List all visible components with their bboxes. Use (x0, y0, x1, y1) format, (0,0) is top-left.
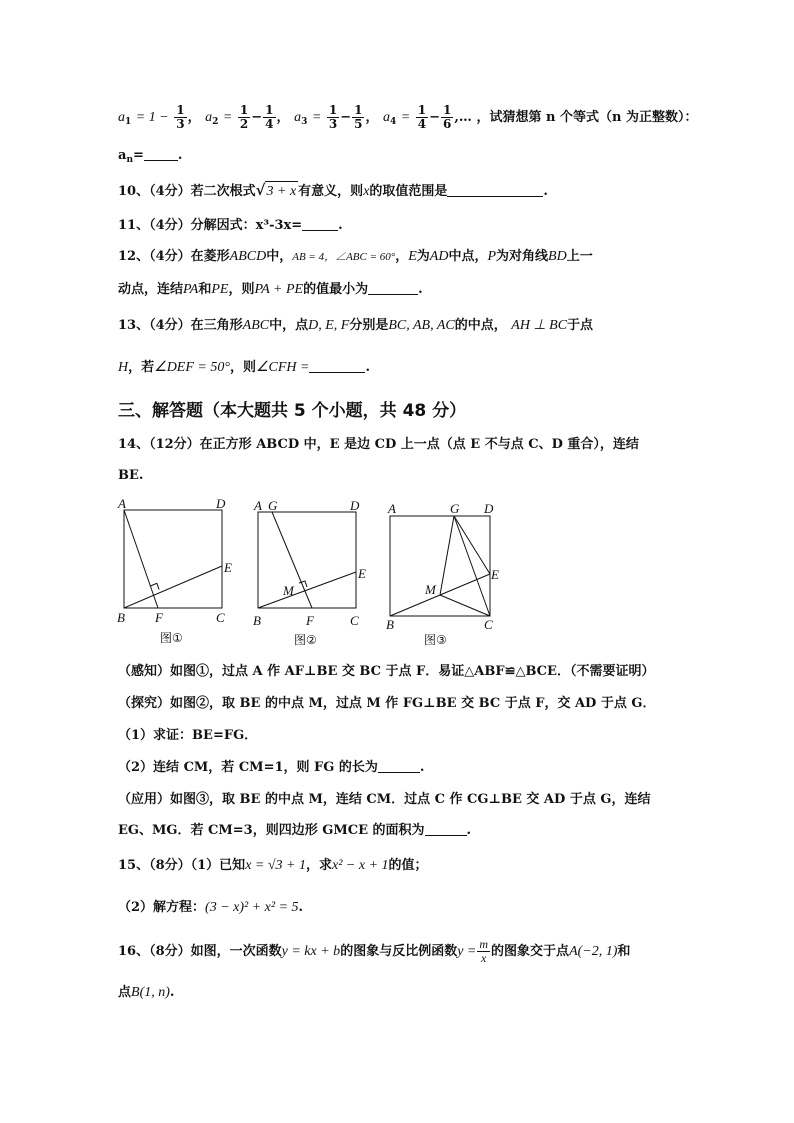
label-d: D (350, 498, 360, 513)
sqrt-sign: √ (255, 181, 266, 199)
q12-abcd: ABCD (229, 249, 267, 264)
question-15-line2 (118, 898, 303, 918)
q14-part2-end: . (419, 760, 425, 775)
a2-frac1 (238, 104, 250, 131)
frac-den: 4 (265, 117, 274, 131)
q13-end: . (365, 360, 370, 375)
question-14-line2: BE. (118, 468, 144, 483)
frac-den: 3 (328, 117, 338, 131)
q14-part2-text: （2）连结 CM，若 CM=1，则 FG 的长为 (118, 760, 378, 775)
label-e: E (224, 560, 232, 575)
figure-caption: 图② (294, 633, 317, 647)
label-f: F (306, 613, 314, 628)
a2-label: a (205, 110, 213, 125)
q13-text: ，若 (128, 360, 155, 375)
label-f: F (155, 610, 163, 625)
label-e: E (358, 566, 366, 581)
q15-equation: (3 − x)² + x² = 5 (205, 900, 299, 915)
q10-middle: 有意义，则 (298, 184, 364, 199)
q11-end: . (338, 218, 343, 233)
q15-expression: x² − x + 1 (332, 858, 389, 873)
label-a: A (118, 496, 126, 511)
q12-condition: AB = 4，∠ABC = 60° (292, 251, 396, 263)
q13-text: 分别是 (349, 318, 389, 333)
question-13-line1 (118, 316, 593, 336)
q16-text: 的图象交于点 (491, 944, 570, 959)
a1-subscript: 1 (125, 117, 132, 127)
answer-blank[interactable] (302, 216, 338, 231)
q15-end: . (298, 900, 304, 915)
answer-blank[interactable] (309, 358, 365, 373)
an-eq: = (132, 148, 144, 163)
q14-apply-end: . (466, 823, 472, 838)
a3-eq: = (311, 110, 322, 125)
q12-text: 中， (266, 249, 293, 264)
frac-num: 1 (354, 103, 363, 117)
q12-text: 和 (198, 282, 212, 297)
figure-3 (380, 494, 510, 650)
frac-den: 4 (417, 117, 427, 131)
q15-text: 的值； (388, 858, 428, 873)
answer-blank[interactable] (447, 182, 543, 197)
figure-2 (246, 494, 376, 650)
label-c: C (216, 610, 225, 625)
section-heading: 三、解答题（本大题共 5 个小题，共 48 分） (118, 401, 467, 421)
a2-eq: = (222, 110, 233, 125)
q13-abc: ABC (242, 318, 270, 333)
q12-text: 的值最小为 (303, 282, 369, 297)
q11-text: 11、（4分）分解因式：x³-3x= (118, 218, 303, 233)
q16-y: y = (457, 944, 477, 959)
square-abcd (124, 510, 222, 608)
q12-text: 12、（4分）在菱形 (118, 249, 230, 264)
a2-frac2 (263, 104, 275, 131)
q15-text: （2）解方程： (118, 900, 206, 915)
label-g: G (450, 501, 460, 516)
q13-cfh: ∠CFH = (255, 360, 310, 375)
an-end: . (177, 148, 183, 163)
question-16-line2 (118, 983, 174, 1003)
a3-frac1 (327, 104, 339, 131)
q15-x-value: x = √3 + 1 (245, 858, 306, 873)
segment-gm (440, 516, 454, 595)
q13-angle: ∠DEF = 50° (154, 360, 230, 375)
q14-apply-line1: （应用）如图③，取 BE 的中点 M，连结 CM．过点 C 作 CG⊥BE 交 AD 于点 G，连结 (118, 792, 651, 807)
q13-ah: AH ⊥ BC (511, 318, 568, 333)
label-b: B (253, 613, 261, 628)
q16-text: 点 (118, 985, 132, 1000)
q13-point-h: H (118, 360, 129, 375)
q16-point-b: B(1, n) (131, 985, 170, 1000)
q10-var: x (363, 184, 370, 199)
q14-part1: （1）求证：BE=FG． (118, 728, 258, 743)
q14-explore: （探究）如图②，取 BE 的中点 M，过点 M 作 FG⊥BE 交 BC 于点 F，交 AD 于点 G． (118, 696, 656, 711)
segment-af (124, 510, 158, 608)
segment-be (124, 566, 222, 608)
q16-fraction (477, 938, 490, 965)
q16-text: 16、（8分）如图，一次函数 (118, 944, 282, 959)
an-subscript: n (126, 155, 133, 165)
label-a: A (388, 501, 396, 516)
frac-den: 3 (176, 117, 185, 131)
q14-apply-line2 (118, 821, 471, 841)
q12-point-p: P (487, 249, 497, 264)
a1-label: a (118, 110, 125, 125)
q12-ad: AD (429, 249, 449, 264)
q12-bd: BD (548, 249, 567, 264)
q10-end: . (543, 184, 548, 199)
label-d: D (216, 496, 226, 511)
label-c: C (484, 617, 493, 632)
question-16-line1 (118, 938, 630, 965)
q13-text: ，则 (229, 360, 256, 375)
q12-pe: PE (211, 282, 229, 297)
a4-frac2 (441, 104, 453, 131)
q15-text: ，求 (305, 858, 332, 873)
q12-text: ， (395, 249, 409, 264)
q10-prefix: 10、（4分）若二次根式 (118, 184, 256, 199)
q13-text: 的中点， (454, 318, 507, 333)
frac-den: 6 (443, 117, 452, 131)
frac-den: 5 (354, 117, 363, 131)
figure-caption: 图① (160, 631, 183, 645)
a4-frac1 (416, 104, 428, 131)
an-answer-line (118, 146, 182, 170)
square-abcd (390, 516, 490, 616)
q10-suffix: 的取值范围是 (369, 184, 448, 199)
a4-label: a (383, 110, 390, 125)
figure-1 (112, 494, 242, 650)
question-11 (118, 216, 343, 236)
frac-num: 1 (265, 103, 274, 117)
q12-text: 中点， (448, 249, 488, 264)
frac-num: 1 (176, 103, 185, 117)
frac-den: 2 (239, 117, 249, 131)
q12-text: 为对角线 (496, 249, 549, 264)
q12-sum: PA + PE (254, 282, 304, 297)
a3-subscript: 3 (301, 117, 308, 127)
a3-label: a (294, 110, 302, 125)
label-g: G (268, 498, 278, 513)
label-m: M (425, 582, 436, 597)
an-label: a (118, 148, 127, 163)
question-13-line2 (118, 358, 370, 378)
a4-subscript: 4 (390, 117, 397, 127)
q12-text: 上一 (566, 249, 593, 264)
a4-eq: = (400, 110, 411, 125)
q14-apply-text: EG、MG．若 CM=3，则四边形 GMCE 的面积为 (118, 823, 425, 838)
answer-blank[interactable] (378, 758, 420, 773)
q16-linear: y = kx + b (281, 944, 341, 959)
frac-num: 1 (328, 103, 338, 117)
q13-text: 中，点 (269, 318, 309, 333)
label-b: B (117, 610, 125, 625)
answer-blank[interactable] (368, 280, 418, 295)
q13-text: 13、（4分）在三角形 (118, 318, 243, 333)
frac-num: m (479, 937, 489, 951)
label-a: A (254, 498, 262, 513)
q14-perception: （感知）如图①，过点 A 作 AF⊥BE 交 BC 于点 F．易证△ABF≌△BCE．（不需要证明） (118, 664, 655, 679)
label-b: B (386, 617, 394, 632)
label-d: D (484, 501, 494, 516)
question-15-line1 (118, 856, 428, 876)
q12-pa: PA (183, 282, 199, 297)
frac-num: 1 (417, 103, 427, 117)
a2-subscript: 2 (212, 117, 219, 127)
q16-end: . (169, 985, 175, 1000)
frac-den: x (481, 951, 487, 965)
figure-caption: 图③ (424, 633, 447, 647)
q16-text: 的图象与反比例函数 (340, 944, 458, 959)
answer-blank[interactable] (425, 821, 467, 836)
segment-be (258, 572, 356, 608)
square-abcd (258, 512, 356, 608)
segment-mc (440, 595, 490, 616)
answer-blank[interactable] (144, 146, 178, 161)
q15-text: 15、（8分）（1）已知 (118, 858, 246, 873)
sequence-tail: ,… ，试猜想第 n 个等式（n 为正整数）： (454, 110, 698, 125)
q16-text: 和 (617, 944, 631, 959)
q12-text: 为 (416, 249, 430, 264)
a3-frac2 (352, 104, 364, 131)
question-12-line2 (118, 280, 423, 300)
question-10 (118, 180, 548, 202)
q10-radicand: 3 + x (265, 181, 299, 202)
a1-fraction (174, 104, 186, 131)
q13-text: 于点 (567, 318, 594, 333)
sequence-line: $a_1 = 1$ − $\frac{1}{3}$ ， $a_2$ = $\frac{1}{2}$ − $\frac{1}{4}$ ， $a_3$ = $\frac{1}{3}$ − $\frac{1}{5}$ ， $a_4$ = $\frac{1}{4}$ − $\frac{1}{6}$ ,… ，试猜想第 n 个等式（n 为正整数）： (118, 103, 698, 131)
q12-point-e: E (408, 249, 417, 264)
q14-part2 (118, 758, 424, 778)
question-12-line1 (118, 247, 593, 267)
question-14-line1: 14、（12分）在正方形 ABCD 中，E 是边 CD 上一点（点 E 不与点 C、D 重合），连结 (118, 437, 639, 452)
q12-end: . (418, 282, 423, 297)
frac-num: 1 (239, 103, 249, 117)
q16-point-a: A(−2, 1) (569, 944, 618, 959)
q13-sides: BC, AB, AC (388, 318, 455, 333)
q12-text: 动点，连结 (118, 282, 184, 297)
frac-num: 1 (443, 103, 452, 117)
a1-eq: = 1 − (135, 110, 169, 125)
label-m: M (283, 583, 294, 598)
q12-text: ，则 (228, 282, 255, 297)
label-e: E (491, 567, 499, 582)
label-c: C (350, 613, 359, 628)
q13-def: D, E, F (308, 318, 350, 333)
